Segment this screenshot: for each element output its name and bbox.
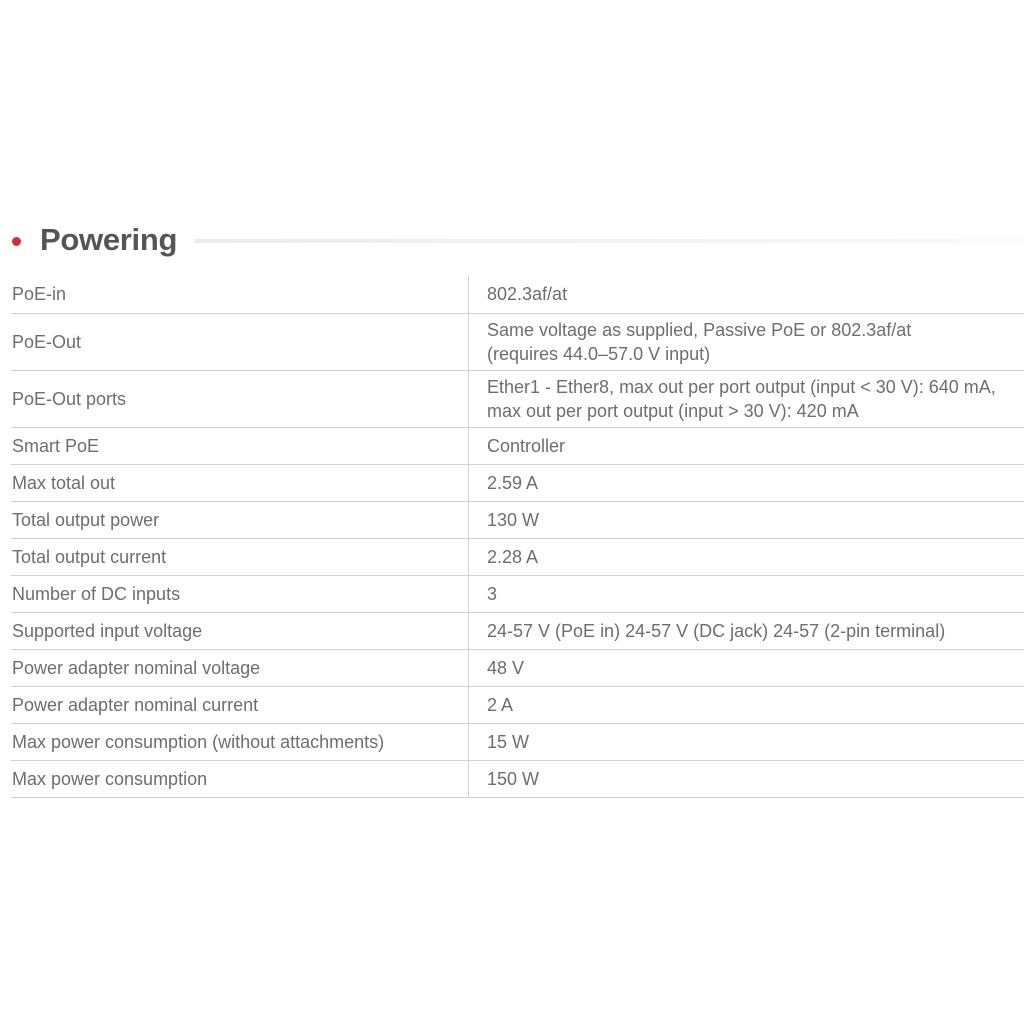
spec-value (469, 723, 1024, 760)
spec-label: Number of DC inputs (11, 575, 469, 612)
spec-table (11, 275, 1024, 798)
spec-value-line: Ether1 - Ether8, max out per port output (input < 30 V): 640 mA, (487, 376, 996, 397)
spec-value (469, 464, 1024, 501)
spec-row (11, 538, 1024, 575)
spec-value (469, 760, 1024, 797)
spec-value-line: 2 A (487, 694, 514, 715)
spec-label: Power adapter nominal voltage (11, 649, 469, 686)
spec-row (11, 723, 1024, 760)
spec-value (469, 313, 1024, 370)
spec-value (469, 501, 1024, 538)
spec-label: PoE-in (11, 275, 469, 313)
spec-label: Max power consumption (without attachments) (11, 723, 469, 760)
spec-row (11, 464, 1024, 501)
spec-value-line: 130 W (487, 509, 540, 530)
spec-value-line: 3 (487, 583, 498, 604)
spec-value (469, 686, 1024, 723)
spec-row (11, 760, 1024, 797)
spec-value-line: Same voltage as supplied, Passive PoE or 802.3af/at (487, 319, 912, 340)
spec-label: Total output current (11, 538, 469, 575)
spec-label: Max total out (11, 464, 469, 501)
spec-row (11, 649, 1024, 686)
spec-value-line: 48 V (487, 657, 525, 678)
spec-value-line: 24-57 V (PoE in) 24-57 V (DC jack) 24-57 (2-pin terminal) (487, 620, 946, 641)
spec-label: Max power consumption (11, 760, 469, 797)
spec-table-body (11, 275, 1024, 797)
spec-row (11, 370, 1024, 427)
spec-label: Supported input voltage (11, 612, 469, 649)
spec-row (11, 501, 1024, 538)
spec-value-line: 150 W (487, 768, 540, 789)
spec-value-line: (requires 44.0–57.0 V input) (487, 343, 711, 364)
spec-value (469, 575, 1024, 612)
spec-value (469, 649, 1024, 686)
spec-row (11, 612, 1024, 649)
section-title: Powering (40, 222, 178, 257)
spec-value (469, 612, 1024, 649)
spec-value (469, 538, 1024, 575)
spec-value-line: 15 W (487, 731, 530, 752)
spec-value-line: 2.59 A (487, 472, 539, 493)
title-divider (194, 239, 1024, 243)
spec-value-line: 2.28 A (487, 546, 539, 567)
section-header (0, 218, 1024, 262)
spec-value-line: max out per port output (input > 30 V): 420 mA (487, 400, 859, 421)
spec-label: Power adapter nominal current (11, 686, 469, 723)
spec-value (469, 275, 1024, 313)
spec-value (469, 370, 1024, 427)
spec-value (469, 427, 1024, 464)
spec-row (11, 313, 1024, 370)
spec-label: Smart PoE (11, 427, 469, 464)
spec-label: PoE-Out (11, 313, 469, 370)
spec-label: Total output power (11, 501, 469, 538)
spec-row (11, 275, 1024, 313)
spec-value-line: Controller (487, 435, 566, 456)
spec-value-line: 802.3af/at (487, 283, 568, 304)
bullet-icon (12, 237, 21, 246)
spec-label: PoE-Out ports (11, 370, 469, 427)
spec-row (11, 575, 1024, 612)
spec-row (11, 686, 1024, 723)
spec-row (11, 427, 1024, 464)
